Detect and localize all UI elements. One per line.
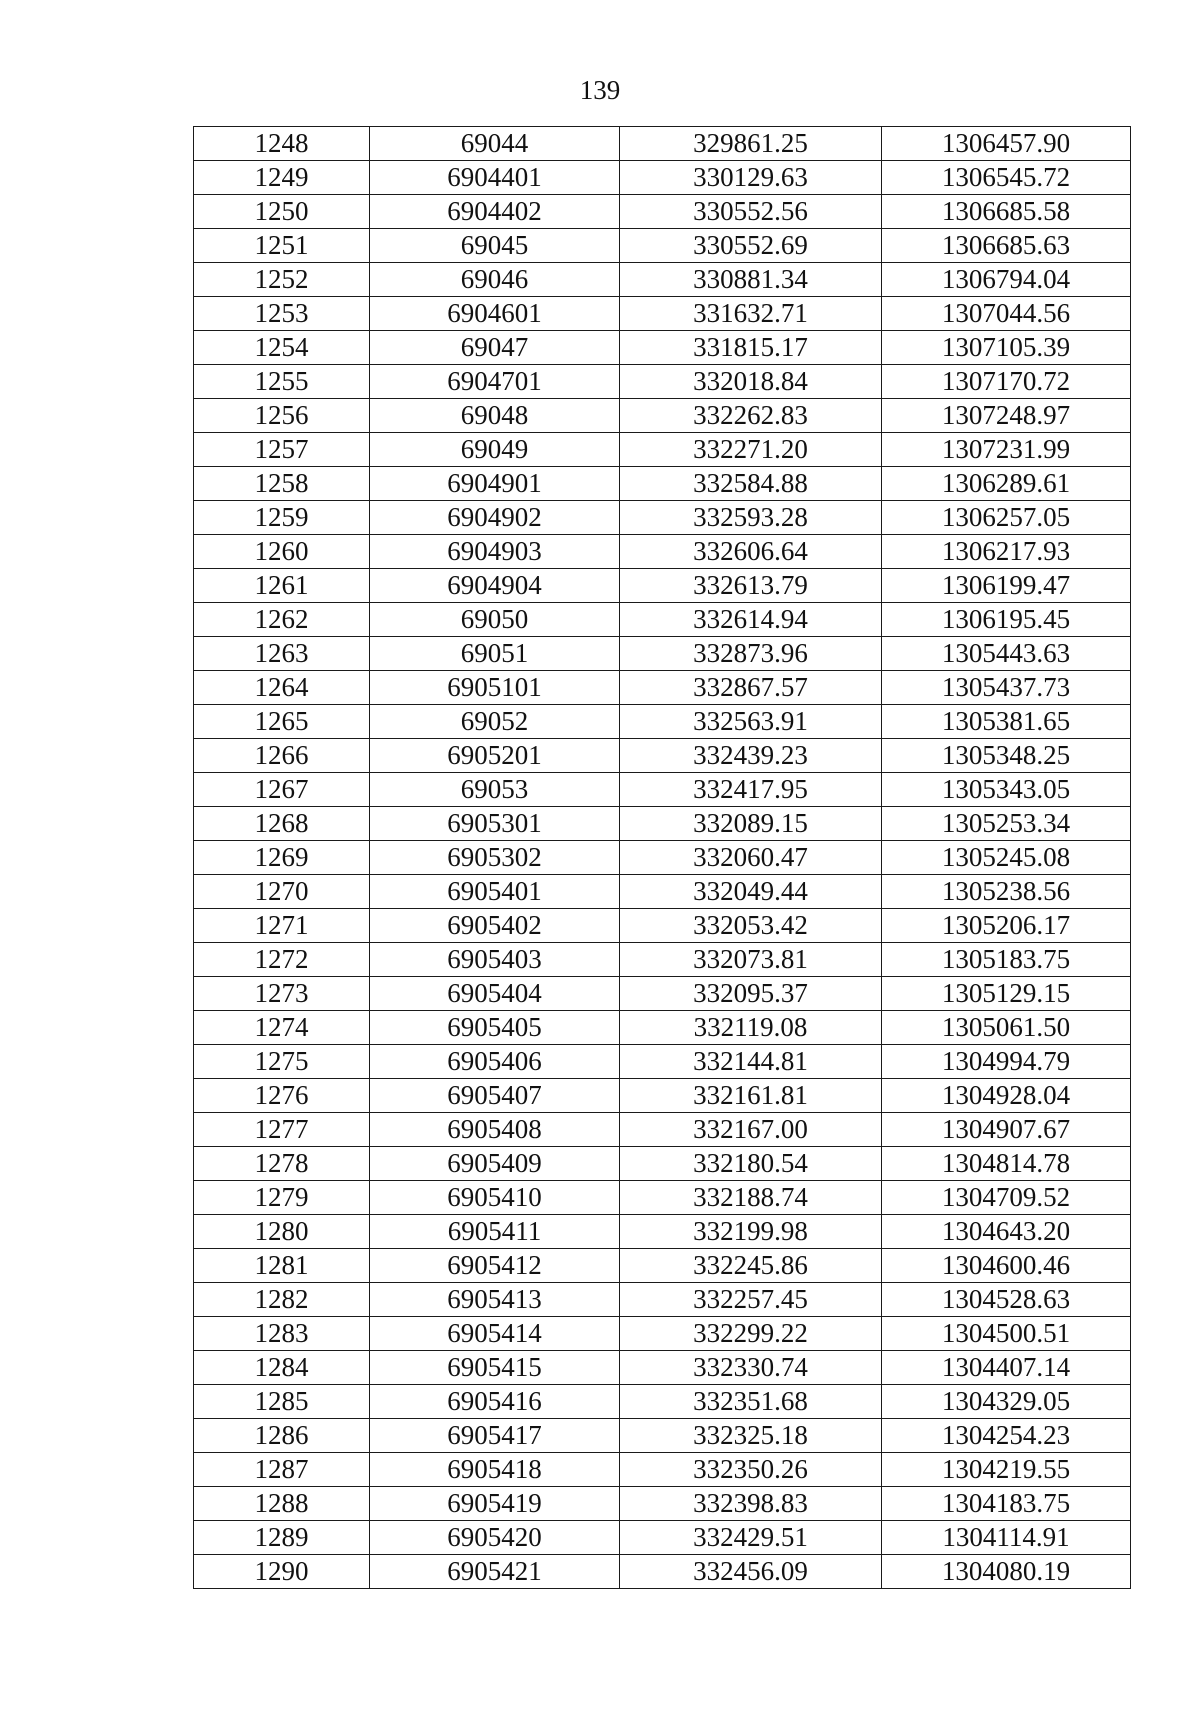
x-coordinate-cell: 332049.44 [620, 875, 882, 909]
y-coordinate-cell: 1307105.39 [882, 331, 1131, 365]
table-row [194, 943, 1131, 977]
row-index-cell: 1255 [194, 365, 370, 399]
x-coordinate-cell: 332330.74 [620, 1351, 882, 1385]
table-row [194, 1249, 1131, 1283]
row-index-cell: 1278 [194, 1147, 370, 1181]
y-coordinate-cell: 1306794.04 [882, 263, 1131, 297]
x-coordinate-cell: 332613.79 [620, 569, 882, 603]
x-coordinate-cell: 332144.81 [620, 1045, 882, 1079]
y-coordinate-cell: 1307248.97 [882, 399, 1131, 433]
table-row [194, 331, 1131, 365]
x-coordinate-cell: 332053.42 [620, 909, 882, 943]
y-coordinate-cell: 1305238.56 [882, 875, 1131, 909]
y-coordinate-cell: 1307044.56 [882, 297, 1131, 331]
point-id-cell: 6904701 [370, 365, 620, 399]
point-id-cell: 6905411 [370, 1215, 620, 1249]
x-coordinate-cell: 332271.20 [620, 433, 882, 467]
y-coordinate-cell: 1306457.90 [882, 127, 1131, 161]
point-id-cell: 6904903 [370, 535, 620, 569]
coordinates-table-body [194, 127, 1131, 1589]
x-coordinate-cell: 332584.88 [620, 467, 882, 501]
point-id-cell: 6905404 [370, 977, 620, 1011]
table-row [194, 1079, 1131, 1113]
y-coordinate-cell: 1305343.05 [882, 773, 1131, 807]
y-coordinate-cell: 1304219.55 [882, 1453, 1131, 1487]
y-coordinate-cell: 1305061.50 [882, 1011, 1131, 1045]
point-id-cell: 6904402 [370, 195, 620, 229]
row-index-cell: 1256 [194, 399, 370, 433]
point-id-cell: 6905405 [370, 1011, 620, 1045]
table-row [194, 1181, 1131, 1215]
table-row [194, 127, 1131, 161]
table-row [194, 1453, 1131, 1487]
point-id-cell: 69046 [370, 263, 620, 297]
x-coordinate-cell: 331815.17 [620, 331, 882, 365]
point-id-cell: 6905302 [370, 841, 620, 875]
x-coordinate-cell: 332089.15 [620, 807, 882, 841]
y-coordinate-cell: 1304528.63 [882, 1283, 1131, 1317]
point-id-cell: 6905409 [370, 1147, 620, 1181]
row-index-cell: 1257 [194, 433, 370, 467]
point-id-cell: 69053 [370, 773, 620, 807]
point-id-cell: 6905301 [370, 807, 620, 841]
row-index-cell: 1284 [194, 1351, 370, 1385]
table-row [194, 1487, 1131, 1521]
row-index-cell: 1287 [194, 1453, 370, 1487]
y-coordinate-cell: 1306195.45 [882, 603, 1131, 637]
y-coordinate-cell: 1304814.78 [882, 1147, 1131, 1181]
x-coordinate-cell: 332614.94 [620, 603, 882, 637]
table-row [194, 841, 1131, 875]
row-index-cell: 1276 [194, 1079, 370, 1113]
y-coordinate-cell: 1304500.51 [882, 1317, 1131, 1351]
point-id-cell: 6904901 [370, 467, 620, 501]
x-coordinate-cell: 332245.86 [620, 1249, 882, 1283]
row-index-cell: 1289 [194, 1521, 370, 1555]
row-index-cell: 1272 [194, 943, 370, 977]
point-id-cell: 69049 [370, 433, 620, 467]
point-id-cell: 6905101 [370, 671, 620, 705]
x-coordinate-cell: 332417.95 [620, 773, 882, 807]
y-coordinate-cell: 1304709.52 [882, 1181, 1131, 1215]
point-id-cell: 69052 [370, 705, 620, 739]
table-row [194, 365, 1131, 399]
x-coordinate-cell: 332262.83 [620, 399, 882, 433]
point-id-cell: 6905417 [370, 1419, 620, 1453]
y-coordinate-cell: 1305245.08 [882, 841, 1131, 875]
row-index-cell: 1254 [194, 331, 370, 365]
table-row [194, 535, 1131, 569]
page-number: 139 [579, 75, 621, 105]
table-row [194, 739, 1131, 773]
y-coordinate-cell: 1306217.93 [882, 535, 1131, 569]
x-coordinate-cell: 330552.56 [620, 195, 882, 229]
x-coordinate-cell: 332060.47 [620, 841, 882, 875]
table-row [194, 229, 1131, 263]
y-coordinate-cell: 1305348.25 [882, 739, 1131, 773]
point-id-cell: 6905420 [370, 1521, 620, 1555]
x-coordinate-cell: 332073.81 [620, 943, 882, 977]
x-coordinate-cell: 332161.81 [620, 1079, 882, 1113]
table-row [194, 1011, 1131, 1045]
point-id-cell: 69050 [370, 603, 620, 637]
y-coordinate-cell: 1304928.04 [882, 1079, 1131, 1113]
row-index-cell: 1265 [194, 705, 370, 739]
row-index-cell: 1281 [194, 1249, 370, 1283]
x-coordinate-cell: 332456.09 [620, 1555, 882, 1589]
x-coordinate-cell: 332188.74 [620, 1181, 882, 1215]
point-id-cell: 6905201 [370, 739, 620, 773]
y-coordinate-cell: 1306685.63 [882, 229, 1131, 263]
row-index-cell: 1248 [194, 127, 370, 161]
x-coordinate-cell: 332299.22 [620, 1317, 882, 1351]
table-row [194, 1317, 1131, 1351]
x-coordinate-cell: 330129.63 [620, 161, 882, 195]
y-coordinate-cell: 1304254.23 [882, 1419, 1131, 1453]
x-coordinate-cell: 332167.00 [620, 1113, 882, 1147]
table-row [194, 875, 1131, 909]
x-coordinate-cell: 332429.51 [620, 1521, 882, 1555]
point-id-cell: 6905410 [370, 1181, 620, 1215]
y-coordinate-cell: 1304114.91 [882, 1521, 1131, 1555]
x-coordinate-cell: 330552.69 [620, 229, 882, 263]
point-id-cell: 6904401 [370, 161, 620, 195]
x-coordinate-cell: 332593.28 [620, 501, 882, 535]
row-index-cell: 1290 [194, 1555, 370, 1589]
y-coordinate-cell: 1307231.99 [882, 433, 1131, 467]
point-id-cell: 6905407 [370, 1079, 620, 1113]
table-row [194, 467, 1131, 501]
x-coordinate-cell: 332563.91 [620, 705, 882, 739]
point-id-cell: 6905406 [370, 1045, 620, 1079]
x-coordinate-cell: 332351.68 [620, 1385, 882, 1419]
point-id-cell: 6904902 [370, 501, 620, 535]
y-coordinate-cell: 1305253.34 [882, 807, 1131, 841]
point-id-cell: 6905418 [370, 1453, 620, 1487]
x-coordinate-cell: 332119.08 [620, 1011, 882, 1045]
y-coordinate-cell: 1304643.20 [882, 1215, 1131, 1249]
table-row [194, 263, 1131, 297]
table-row [194, 1385, 1131, 1419]
row-index-cell: 1279 [194, 1181, 370, 1215]
point-id-cell: 69047 [370, 331, 620, 365]
y-coordinate-cell: 1305381.65 [882, 705, 1131, 739]
y-coordinate-cell: 1304080.19 [882, 1555, 1131, 1589]
table-row [194, 399, 1131, 433]
point-id-cell: 6905413 [370, 1283, 620, 1317]
x-coordinate-cell: 332439.23 [620, 739, 882, 773]
row-index-cell: 1271 [194, 909, 370, 943]
x-coordinate-cell: 332325.18 [620, 1419, 882, 1453]
x-coordinate-cell: 331632.71 [620, 297, 882, 331]
coordinates-table [193, 126, 1131, 1589]
row-index-cell: 1260 [194, 535, 370, 569]
row-index-cell: 1285 [194, 1385, 370, 1419]
row-index-cell: 1259 [194, 501, 370, 535]
y-coordinate-cell: 1306545.72 [882, 161, 1131, 195]
x-coordinate-cell: 332873.96 [620, 637, 882, 671]
y-coordinate-cell: 1305206.17 [882, 909, 1131, 943]
point-id-cell: 6905402 [370, 909, 620, 943]
table-row [194, 807, 1131, 841]
row-index-cell: 1269 [194, 841, 370, 875]
table-row [194, 705, 1131, 739]
row-index-cell: 1286 [194, 1419, 370, 1453]
row-index-cell: 1266 [194, 739, 370, 773]
table-row [194, 1045, 1131, 1079]
table-row [194, 603, 1131, 637]
table-row [194, 977, 1131, 1011]
table-row [194, 1521, 1131, 1555]
table-row [194, 569, 1131, 603]
table-row [194, 501, 1131, 535]
table-row [194, 1555, 1131, 1589]
table-row [194, 1419, 1131, 1453]
x-coordinate-cell: 332606.64 [620, 535, 882, 569]
point-id-cell: 6905414 [370, 1317, 620, 1351]
point-id-cell: 6905421 [370, 1555, 620, 1589]
row-index-cell: 1282 [194, 1283, 370, 1317]
y-coordinate-cell: 1304600.46 [882, 1249, 1131, 1283]
point-id-cell: 6904904 [370, 569, 620, 603]
table-row [194, 909, 1131, 943]
y-coordinate-cell: 1304907.67 [882, 1113, 1131, 1147]
table-row [194, 195, 1131, 229]
y-coordinate-cell: 1306257.05 [882, 501, 1131, 535]
row-index-cell: 1280 [194, 1215, 370, 1249]
point-id-cell: 6905415 [370, 1351, 620, 1385]
point-id-cell: 69045 [370, 229, 620, 263]
table-row [194, 161, 1131, 195]
row-index-cell: 1268 [194, 807, 370, 841]
table-row [194, 671, 1131, 705]
point-id-cell: 6905412 [370, 1249, 620, 1283]
row-index-cell: 1262 [194, 603, 370, 637]
table-row [194, 773, 1131, 807]
row-index-cell: 1258 [194, 467, 370, 501]
row-index-cell: 1275 [194, 1045, 370, 1079]
table-row [194, 1215, 1131, 1249]
table-row [194, 433, 1131, 467]
row-index-cell: 1264 [194, 671, 370, 705]
row-index-cell: 1251 [194, 229, 370, 263]
row-index-cell: 1250 [194, 195, 370, 229]
table-row [194, 1113, 1131, 1147]
y-coordinate-cell: 1306199.47 [882, 569, 1131, 603]
row-index-cell: 1267 [194, 773, 370, 807]
x-coordinate-cell: 329861.25 [620, 127, 882, 161]
row-index-cell: 1283 [194, 1317, 370, 1351]
row-index-cell: 1277 [194, 1113, 370, 1147]
y-coordinate-cell: 1304329.05 [882, 1385, 1131, 1419]
table-row [194, 637, 1131, 671]
y-coordinate-cell: 1305183.75 [882, 943, 1131, 977]
row-index-cell: 1273 [194, 977, 370, 1011]
y-coordinate-cell: 1306685.58 [882, 195, 1131, 229]
y-coordinate-cell: 1304407.14 [882, 1351, 1131, 1385]
table-row [194, 1351, 1131, 1385]
point-id-cell: 69048 [370, 399, 620, 433]
x-coordinate-cell: 332018.84 [620, 365, 882, 399]
table-row [194, 1283, 1131, 1317]
y-coordinate-cell: 1305443.63 [882, 637, 1131, 671]
y-coordinate-cell: 1304183.75 [882, 1487, 1131, 1521]
y-coordinate-cell: 1304994.79 [882, 1045, 1131, 1079]
row-index-cell: 1253 [194, 297, 370, 331]
row-index-cell: 1261 [194, 569, 370, 603]
y-coordinate-cell: 1307170.72 [882, 365, 1131, 399]
row-index-cell: 1252 [194, 263, 370, 297]
x-coordinate-cell: 332095.37 [620, 977, 882, 1011]
table-row [194, 297, 1131, 331]
x-coordinate-cell: 332398.83 [620, 1487, 882, 1521]
y-coordinate-cell: 1305437.73 [882, 671, 1131, 705]
x-coordinate-cell: 332199.98 [620, 1215, 882, 1249]
point-id-cell: 6904601 [370, 297, 620, 331]
x-coordinate-cell: 332350.26 [620, 1453, 882, 1487]
point-id-cell: 69051 [370, 637, 620, 671]
point-id-cell: 6905416 [370, 1385, 620, 1419]
x-coordinate-cell: 332257.45 [620, 1283, 882, 1317]
x-coordinate-cell: 332867.57 [620, 671, 882, 705]
point-id-cell: 6905403 [370, 943, 620, 977]
row-index-cell: 1288 [194, 1487, 370, 1521]
row-index-cell: 1274 [194, 1011, 370, 1045]
row-index-cell: 1270 [194, 875, 370, 909]
row-index-cell: 1249 [194, 161, 370, 195]
point-id-cell: 6905401 [370, 875, 620, 909]
x-coordinate-cell: 332180.54 [620, 1147, 882, 1181]
x-coordinate-cell: 330881.34 [620, 263, 882, 297]
point-id-cell: 6905408 [370, 1113, 620, 1147]
point-id-cell: 6905419 [370, 1487, 620, 1521]
table-row [194, 1147, 1131, 1181]
row-index-cell: 1263 [194, 637, 370, 671]
y-coordinate-cell: 1305129.15 [882, 977, 1131, 1011]
y-coordinate-cell: 1306289.61 [882, 467, 1131, 501]
point-id-cell: 69044 [370, 127, 620, 161]
